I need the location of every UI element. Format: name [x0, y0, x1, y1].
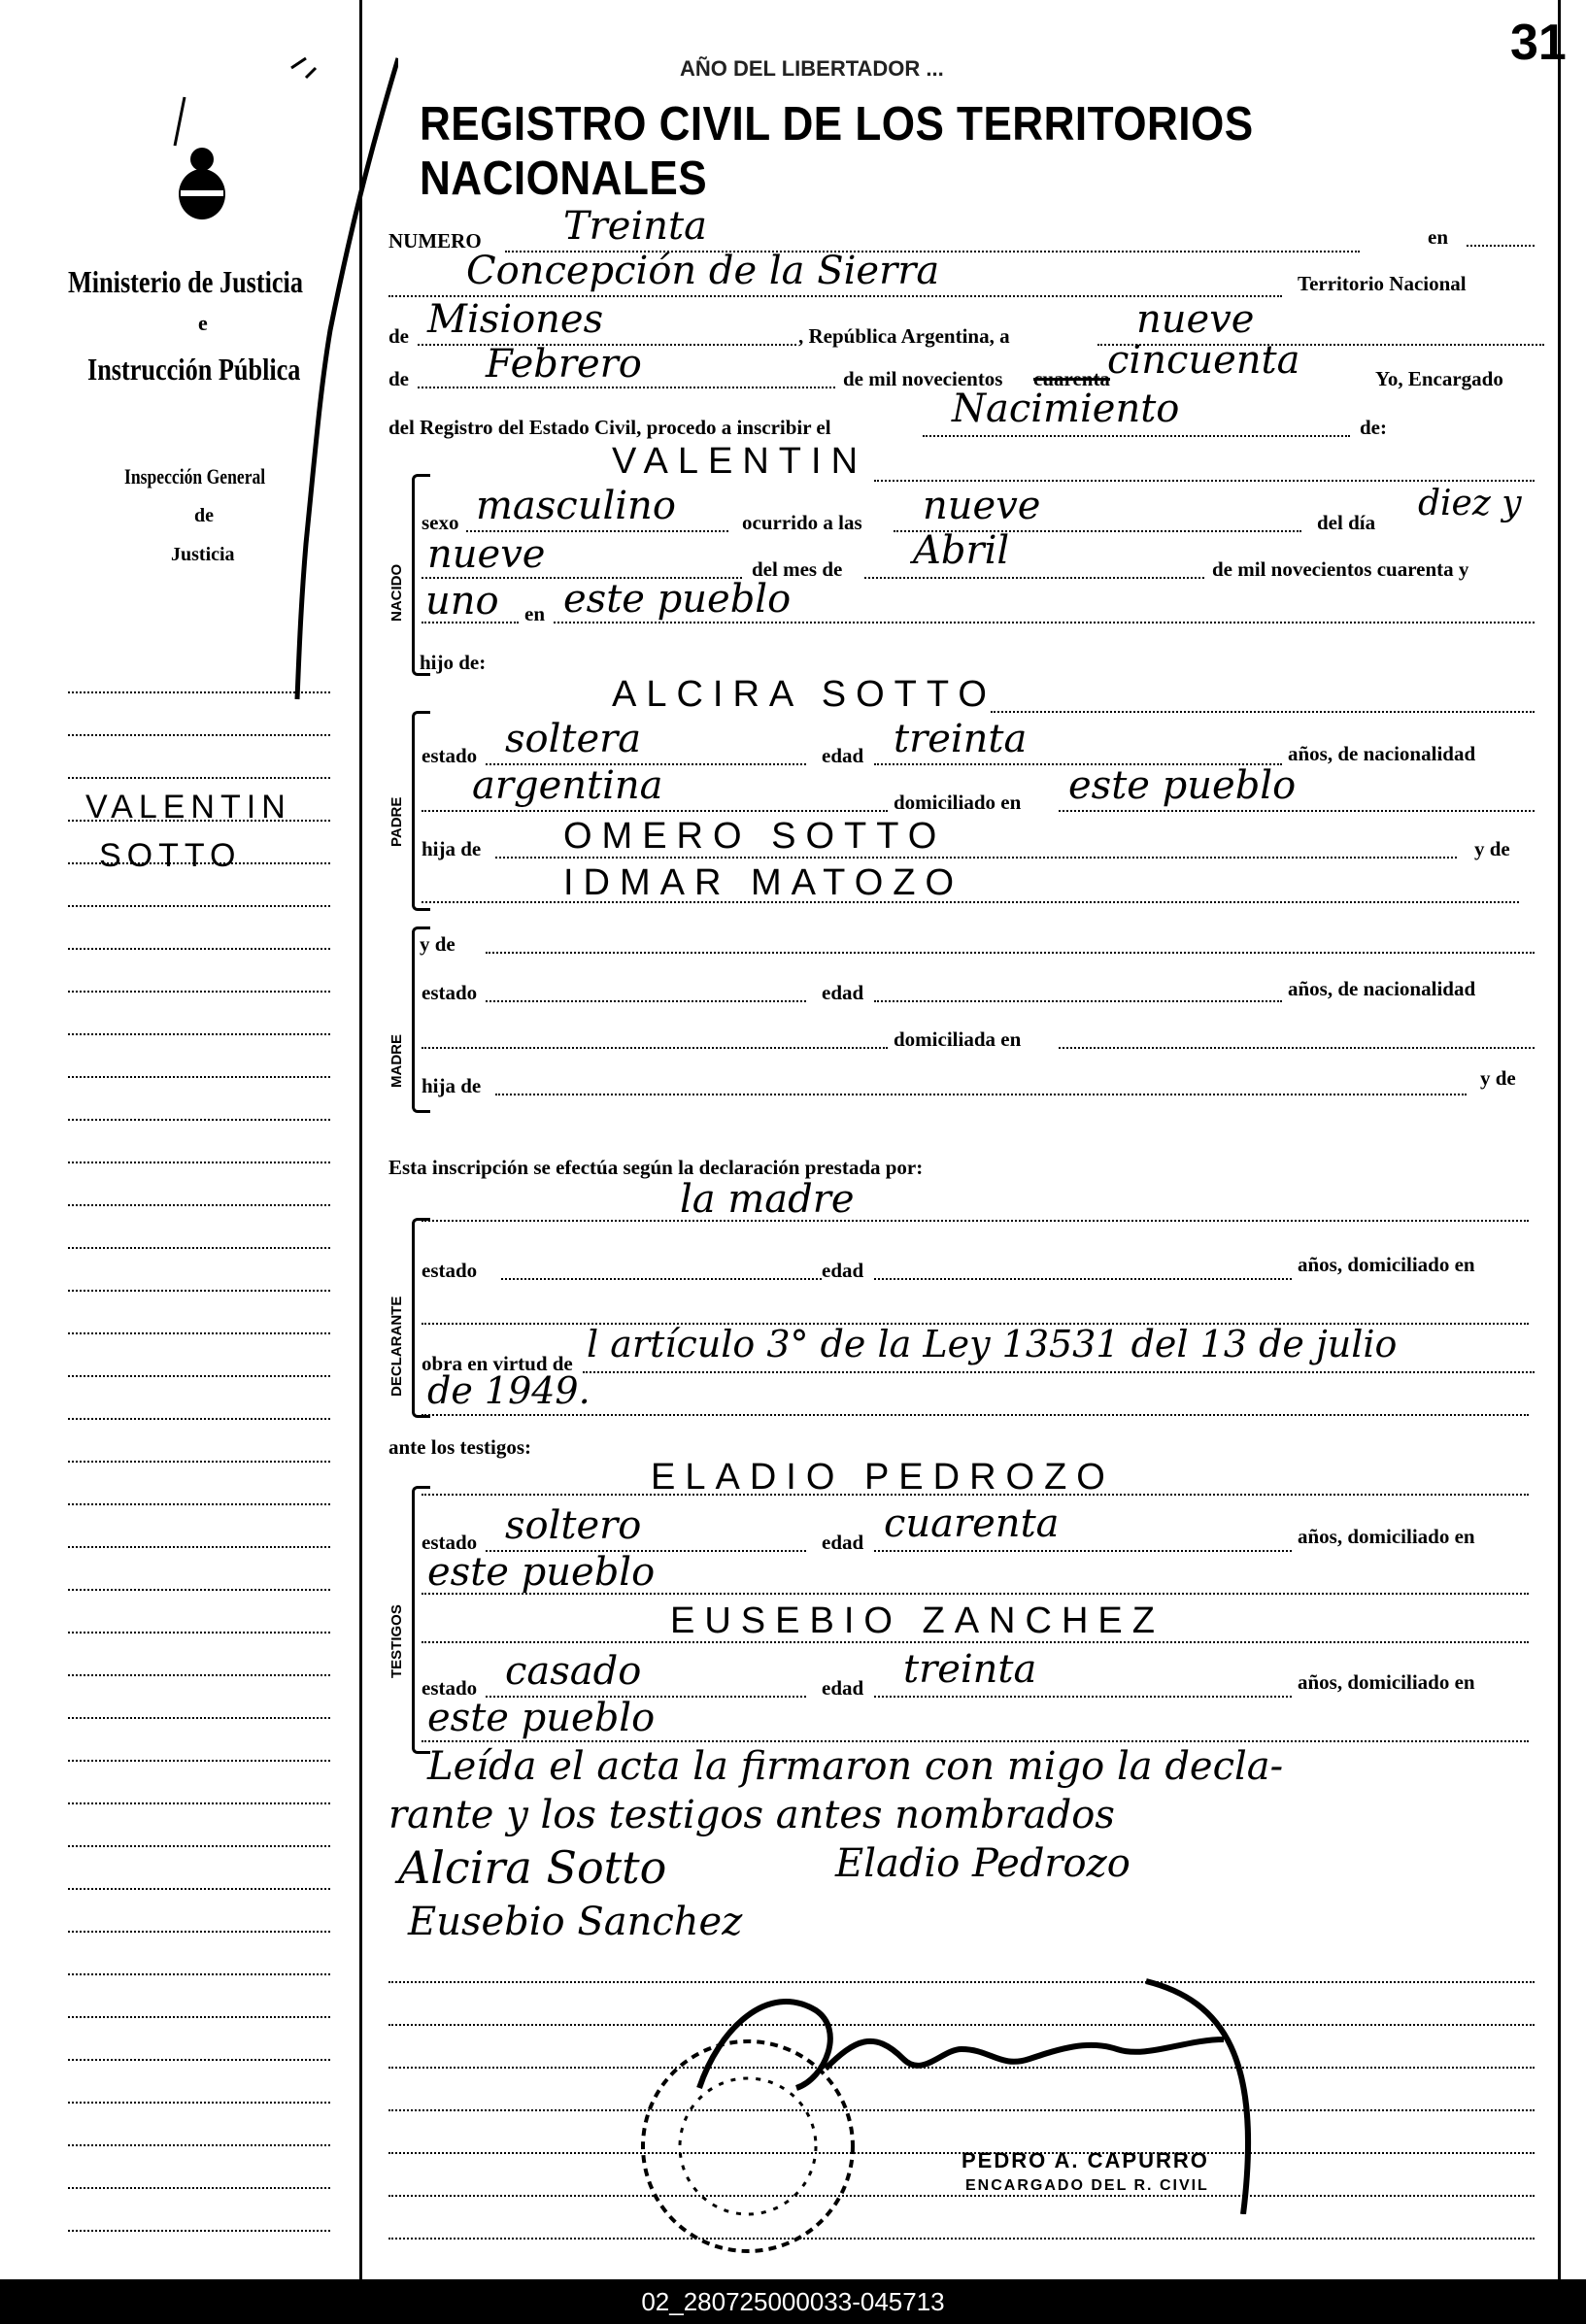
value-t2-estado: casado	[505, 1649, 642, 1694]
label-y-de-madre: y de	[420, 932, 456, 956]
value-madre-edad: treinta	[894, 717, 1028, 761]
document-title: REGISTRO CIVIL DE LOS TERRITORIOS NACIONALES	[420, 98, 1254, 205]
label-estado-t2: estado	[422, 1676, 478, 1700]
value-anio-nac: uno	[425, 579, 499, 623]
value-lugar: Concepción de la Sierra	[466, 249, 940, 293]
ministry-e: e	[198, 311, 208, 335]
signature-eladio: Eladio Pedrozo	[835, 1841, 1130, 1886]
sidebar-ruled-line	[68, 1717, 330, 1719]
label-del-mes: del mes de	[752, 557, 843, 581]
sidebar-ruled-line	[68, 1674, 330, 1676]
label-ocurrido: ocurrido a las	[742, 511, 862, 534]
line-anio-nac	[422, 622, 519, 623]
value-madre-nombre: ALCIRA SOTTO	[612, 674, 996, 715]
label-de-colon: de:	[1360, 416, 1387, 439]
line-testigo2	[422, 1641, 1529, 1643]
sidebar-ruled-line	[68, 2102, 330, 2104]
value-mes: Febrero	[486, 342, 642, 387]
line-dom-t1	[422, 1593, 1529, 1595]
line-dom-t2	[422, 1740, 1529, 1742]
sidebar-ruled-line	[68, 1162, 330, 1163]
line-nac-padre	[422, 810, 888, 812]
sidebar-ruled-line	[68, 1461, 330, 1463]
label-en-nac: en	[524, 602, 545, 625]
value-hora: nueve	[923, 484, 1041, 528]
label-de-mil-cuarenta-y: de mil novecientos cuarenta y	[1212, 557, 1469, 581]
sidebar-ruled-line	[68, 1632, 330, 1634]
value-lugar-nac: este pueblo	[563, 577, 792, 622]
value-t2-edad: treinta	[903, 1647, 1037, 1692]
inspection-line-3: Justicia	[171, 544, 235, 565]
line-mes-nac	[864, 577, 1204, 579]
sidebar-ruled-line	[68, 734, 330, 736]
line-dom-padre	[1059, 810, 1535, 812]
value-madre-nac: argentina	[472, 763, 663, 808]
sidebar-ruled-line	[68, 1290, 330, 1292]
label-de-mil: de mil novecientos	[843, 367, 1003, 390]
label-padre: PADRE	[388, 796, 405, 847]
sidebar-ruled-line	[68, 1076, 330, 1078]
value-dia-nac-1: diez y	[1418, 484, 1522, 523]
line-obra	[583, 1371, 1535, 1373]
value-declarante: la madre	[680, 1177, 855, 1222]
margin-name-1: VALENTIN	[85, 789, 291, 825]
label-hijo-de: hijo de:	[420, 651, 487, 674]
label-y-de-padre: y de	[1474, 837, 1510, 860]
value-obra-1: l artículo 3° de la Ley 13531 del 13 de julio	[587, 1323, 1398, 1365]
label-edad-t1: edad	[822, 1531, 864, 1554]
ministry-line-2: Instrucción Pública	[87, 352, 301, 387]
motto: AÑO DEL LIBERTADOR ...	[680, 56, 944, 81]
value-cierre-2: rante y los testigos antes nombrados	[388, 1793, 1115, 1837]
line-en	[1467, 245, 1535, 247]
label-nacido: NACIDO	[388, 563, 405, 622]
value-acto: Nacimiento	[952, 387, 1180, 431]
value-abuelo: OMERO SOTTO	[563, 816, 947, 857]
label-de-mes: de	[388, 367, 409, 390]
footer-id: 02_280725000033-045713	[0, 2279, 1586, 2324]
sidebar-handwriting-strokes	[107, 39, 398, 738]
label-edad-t2: edad	[822, 1676, 864, 1700]
label-en: en	[1428, 225, 1448, 249]
value-t1-edad: cuarenta	[884, 1501, 1060, 1546]
value-testigo1: ELADIO PEDROZO	[651, 1457, 1115, 1498]
sidebar-ruled-line	[68, 905, 330, 907]
label-madre: MADRE	[388, 1034, 405, 1088]
page-number: 31	[1510, 15, 1567, 71]
value-t1-dom: este pueblo	[427, 1550, 656, 1595]
value-nombre: VALENTIN	[612, 441, 868, 482]
label-testigos: TESTIGOS	[388, 1604, 405, 1678]
label-ante: ante los testigos:	[388, 1435, 531, 1459]
sidebar-ruled-line	[68, 2187, 330, 2189]
sidebar-ruled-line	[68, 991, 330, 993]
sidebar-ruled-line	[68, 1332, 330, 1334]
value-abuela: IDMAR MATOZO	[563, 862, 964, 903]
line-edad-madre	[874, 1000, 1282, 1002]
line-madre-nombre	[991, 711, 1535, 713]
label-declaracion: Esta inscripción se efectúa según la declaración prestada por:	[388, 1156, 924, 1179]
line-nac-madre	[422, 1047, 888, 1049]
official-role: ENCARGADO DEL R. CIVIL	[965, 2177, 1209, 2194]
line-nombre	[874, 480, 1535, 482]
sidebar-ruled-line	[68, 2016, 330, 2018]
sidebar-ruled-line	[68, 1931, 330, 1933]
label-anios-dom-decl: años, domiciliado en	[1298, 1253, 1475, 1276]
label-sexo: sexo	[422, 511, 459, 534]
value-sexo: masculino	[476, 484, 676, 528]
sidebar-ruled-line	[68, 1802, 330, 1804]
margin-name-2: SOTTO	[99, 837, 242, 874]
sidebar-ruled-line	[68, 2144, 330, 2146]
value-testigo2: EUSEBIO ZANCHEZ	[670, 1600, 1164, 1641]
sidebar-ruled-line	[68, 1888, 330, 1890]
sidebar-ruled-line	[68, 2059, 330, 2061]
label-del-dia: del día	[1317, 511, 1376, 534]
sidebar-ruled-line	[68, 1119, 330, 1121]
value-dia-nac-2: nueve	[427, 532, 546, 577]
label-y-de-madre-2: y de	[1480, 1066, 1516, 1090]
inspection-line-2: de	[194, 505, 214, 526]
value-madre-dom: este pueblo	[1068, 763, 1297, 808]
sidebar-ruled-line	[68, 1247, 330, 1249]
signature-eusebio: Eusebio Sanchez	[408, 1900, 743, 1944]
official-name: PEDRO A. CAPURRO	[962, 2148, 1209, 2172]
sidebar-ruled-line	[68, 691, 330, 693]
label-cuarenta-struck: cuarenta	[1033, 367, 1110, 390]
inspection-line-1: Inspección General	[124, 464, 266, 488]
line-edad-t1	[874, 1550, 1292, 1552]
line-lugar-nac	[554, 622, 1535, 623]
line-acto	[923, 435, 1350, 437]
sidebar-ruled-line	[68, 948, 330, 950]
line-edad-decl	[874, 1278, 1292, 1280]
label-domiciliado-padre: domiciliado en	[894, 791, 1022, 814]
sidebar-ruled-line	[68, 1589, 330, 1591]
label-anios-nac-padre: años, de nacionalidad	[1288, 742, 1476, 765]
line-estado-decl	[501, 1278, 822, 1280]
sidebar-ruled-line	[68, 1418, 330, 1420]
label-estado-t1: estado	[422, 1531, 478, 1554]
sidebar-ruled-line	[68, 1760, 330, 1762]
bottom-ruled-line	[388, 2238, 1535, 2240]
value-provincia: Misiones	[427, 297, 604, 342]
sidebar-ruled-line	[68, 2230, 330, 2232]
line-testigo1	[422, 1494, 1529, 1496]
label-domiciliada-madre: domiciliada en	[894, 1027, 1022, 1051]
line-hija-de-madre	[495, 1094, 1467, 1095]
ministry-line-1: Ministerio de Justicia	[68, 264, 303, 299]
line-declarante	[422, 1220, 1529, 1222]
label-edad-padre: edad	[822, 744, 864, 767]
value-t2-dom: este pueblo	[427, 1696, 656, 1740]
sidebar-ruled-line	[68, 1845, 330, 1847]
sidebar-ruled-line	[68, 1546, 330, 1548]
line-y-de-madre	[486, 952, 1535, 954]
label-estado-decl: estado	[422, 1259, 478, 1282]
signature-alcira: Alcira Sotto	[398, 1841, 667, 1894]
line-dom-madre	[1059, 1047, 1535, 1049]
label-edad-decl: edad	[822, 1259, 864, 1282]
sidebar-ruled-line	[68, 1503, 330, 1505]
value-madre-estado: soltera	[505, 717, 642, 761]
label-hija-de-padre: hija de	[422, 837, 482, 860]
label-republica: , República Argentina, a	[798, 324, 1010, 348]
label-edad-madre: edad	[822, 981, 864, 1004]
value-mes-nac: Abril	[913, 528, 1010, 573]
value-cierre-1: Leída el acta la firmaron con migo la decla-	[427, 1744, 1284, 1789]
sidebar-ruled-line	[68, 777, 330, 779]
label-de-provincia: de	[388, 324, 409, 348]
label-anios-nac-madre: años, de nacionalidad	[1288, 977, 1476, 1000]
label-estado-padre: estado	[422, 744, 478, 767]
label-declarante: DECLARANTE	[388, 1296, 405, 1397]
sidebar-ruled-line	[68, 1204, 330, 1206]
label-yo-encargado: Yo, Encargado	[1375, 367, 1503, 390]
value-dia: nueve	[1136, 297, 1255, 342]
value-numero: Treinta	[563, 204, 707, 249]
sidebar-ruled-line	[68, 1375, 330, 1377]
line-edad-t2	[874, 1696, 1292, 1698]
line-obra-2	[422, 1414, 1529, 1416]
label-numero: NUMERO	[388, 229, 482, 253]
label-anios-dom-t2: años, domiciliado en	[1298, 1670, 1475, 1694]
line-abuela	[422, 901, 1519, 903]
label-del-registro: del Registro del Estado Civil, procedo a inscribir el	[388, 416, 831, 439]
label-anios-dom-t1: años, domiciliado en	[1298, 1525, 1475, 1548]
value-anio: cincuenta	[1107, 338, 1300, 383]
label-estado-madre: estado	[422, 981, 478, 1004]
right-margin-line	[1558, 0, 1561, 2280]
value-obra-2: de 1949.	[427, 1369, 591, 1412]
label-territorio: Territorio Nacional	[1298, 272, 1467, 295]
sidebar-ruled-line	[68, 1033, 330, 1035]
label-obra: obra en virtud de	[422, 1352, 573, 1375]
line-mes	[418, 387, 835, 388]
value-t1-estado: soltero	[505, 1503, 642, 1548]
sidebar-ruled-line	[68, 1973, 330, 1975]
line-estado-madre	[486, 1000, 806, 1002]
label-hija-de-madre: hija de	[422, 1074, 482, 1097]
